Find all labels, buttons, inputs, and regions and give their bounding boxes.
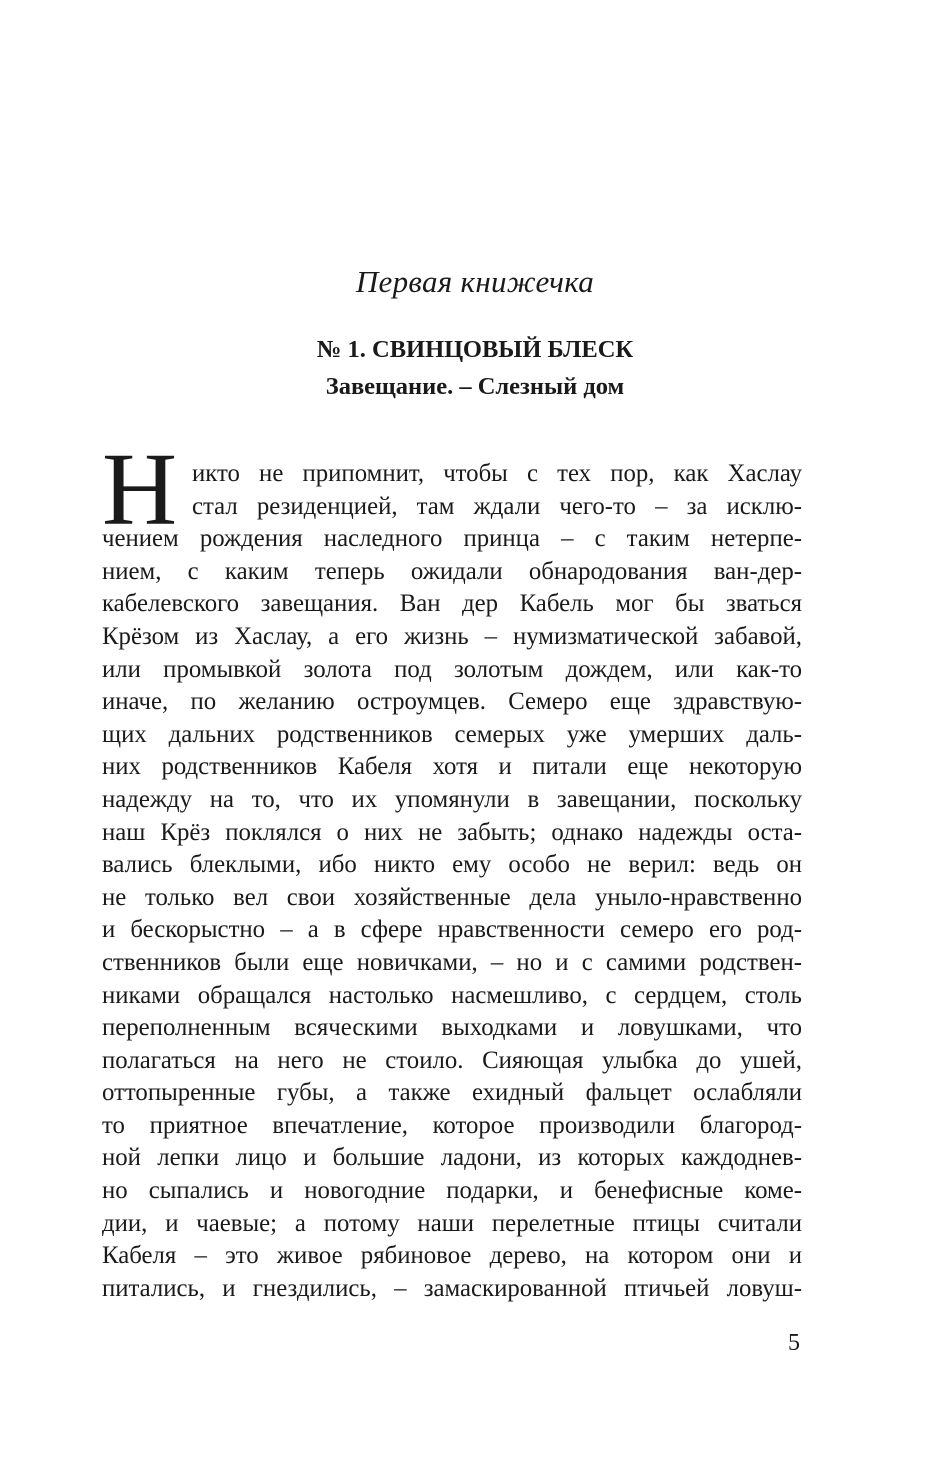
text-line: не только вел свои хозяйственные дела уныло-нравственно (102, 883, 802, 911)
text-line: то приятное впечатление, которое производили благород- (102, 1111, 802, 1139)
drop-cap: Н (102, 432, 178, 547)
text-line: кабелевского завещания. Ван дер Кабель мог бы зваться (102, 590, 802, 618)
body-text (102, 458, 802, 1305)
chapter-subtitle: Завещание. – Слезный дом (325, 373, 625, 400)
text-line: ственников были еще новичками, – но и с самими родствен- (102, 948, 802, 976)
text-line: чением рождения наследного принца – с таким нетерпе- (102, 525, 802, 553)
text-line: Крёзом из Хаслау, а его жизнь – нумизматической забавой, (102, 622, 802, 650)
text-line: нием, с каким теперь ожидали обнародования ван-дер- (102, 557, 802, 585)
chapter-number-title: № 1. СВИНЦОВЫЙ БЛЕСК (316, 336, 634, 363)
text-line: и бескорыстно – а в сфере нравственности семеро его род- (102, 916, 802, 944)
text-line: но сыпались и новогодние подарки, и бенефисные коме- (102, 1177, 802, 1205)
text-line: вались блеклыми, ибо никто ему особо не верил: ведь он (102, 851, 802, 879)
page-number: 5 (788, 1330, 800, 1356)
text-line: ной лепки лицо и большие ладони, из которых каждоднев- (102, 1144, 802, 1172)
text-line: питались, и гнездились, – замаскированной птичьей ловуш- (102, 1274, 802, 1302)
text-line: стал резиденцией, там ждали чего-то – за исклю- (192, 492, 802, 520)
text-line: дии, и чаевые; а потому наши перелетные птицы считали (102, 1209, 802, 1237)
text-line: иначе, по желанию остроумцев. Семеро еще здравствую- (102, 688, 802, 716)
text-line: Кабеля – это живое рябиновое дерево, на котором они и (102, 1242, 802, 1270)
text-line: икто не припомнит, чтобы с тех пор, как Хаслау (192, 460, 802, 487)
text-line: переполненным всяческими выходками и ловушками, что (102, 1014, 802, 1042)
text-line: полагаться на него не стоило. Сияющая улыбка до ушей, (102, 1046, 802, 1074)
text-line: никами обращался настолько насмешливо, с сердцем, столь (102, 981, 802, 1009)
text-line: них родственников Кабеля хотя и питали еще некоторую (102, 753, 802, 781)
chapter-heading (0, 331, 950, 405)
text-line: наш Крёз поклялся о них не забыть; однако надежды оста- (102, 818, 802, 846)
text-line: или промывкой золота под золотым дождем, или как-то (102, 655, 802, 683)
text-line: щих дальних родственников семерых уже умерших даль- (102, 720, 802, 748)
text-line: оттопыренные губы, а также ехидный фальцет ослабляли (102, 1079, 802, 1107)
book-title: Первая книжечка (355, 264, 595, 299)
text-line: надежду на то, что их упомянули в завещании, поскольку (102, 785, 802, 813)
